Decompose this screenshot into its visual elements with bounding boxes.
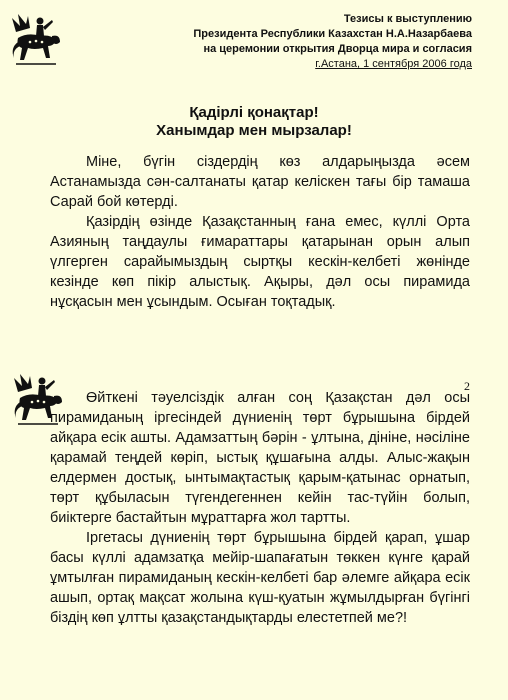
page-number: 2 — [464, 379, 470, 393]
greeting-title — [0, 104, 508, 140]
title-line-2: Ханымдар мен мырзалар! — [156, 122, 352, 139]
paragraph-4: Іргетасы дүниенің төрт бұрышына бірдей қарап, ұшар басы күллі адамзатқа мейір-шапағатын төккен күнге қарай ұмтылған пирамиданың кескін-келбеті бар әлемге айқара есік ашып, ортақ мақсат жолына күш-қуатын жұмылдырған бүгінгі біздің көп ұлтты қазақстандықтарды елестетпей ме?! — [50, 530, 470, 626]
header-line-1: Тезисы к выступлению — [343, 13, 472, 25]
winged-leopard-rider-emblem-icon — [10, 12, 62, 70]
text-block-1 — [50, 152, 470, 312]
title-line-1: Қадірлі қонақтар! — [189, 104, 319, 121]
paragraph-3: Өйткені тәуелсіздік алған соң Қазақстан дәл осы пирамиданың іргесіндей дүниенің төрт бұрышына бірдей айқара есік ашты. Адамзаттың бәрін - ұлтына, дініне, нәсіліне қарамай теңдей көріп, ыстық құшағына алды. Алыс-жақын елдермен достық, ынтымақтастық қарым-қатынас орнатып, төрт құбыласын түгендегеннен кейін тас-түйін болып, биіктерге бастайтын мұраттарға жол тартты. — [50, 390, 470, 526]
paragraph-1: Міне, бүгін сіздердің көз алдарыңызда әсем Астанамызда сән-салтанаты қатар келіскен тағы бір тамаша Сарай бой көтерді. — [50, 154, 470, 210]
paragraph-2: Қазірдің өзінде Қазақстанның ғана емес, күллі Орта Азияның таңдаулы ғимараттары қатарынан орын алып үлгерген сарайымыздың сыртқы кескін-келбеті жөнінде кезінде көп пікір алыстық. Ақыры, дәл осы пирамида нұсқасын мен ұсындым. Осыған тоқтадық. — [50, 214, 470, 310]
document-header — [193, 12, 472, 72]
header-line-3: на церемонии открытия Дворца мира и согласия — [203, 43, 472, 55]
header-line-2: Президента Республики Казахстан Н.А.Назарбаева — [193, 28, 472, 40]
header-date: г.Астана, 1 сентября 2006 года — [315, 58, 472, 70]
text-block-2 — [50, 388, 470, 628]
